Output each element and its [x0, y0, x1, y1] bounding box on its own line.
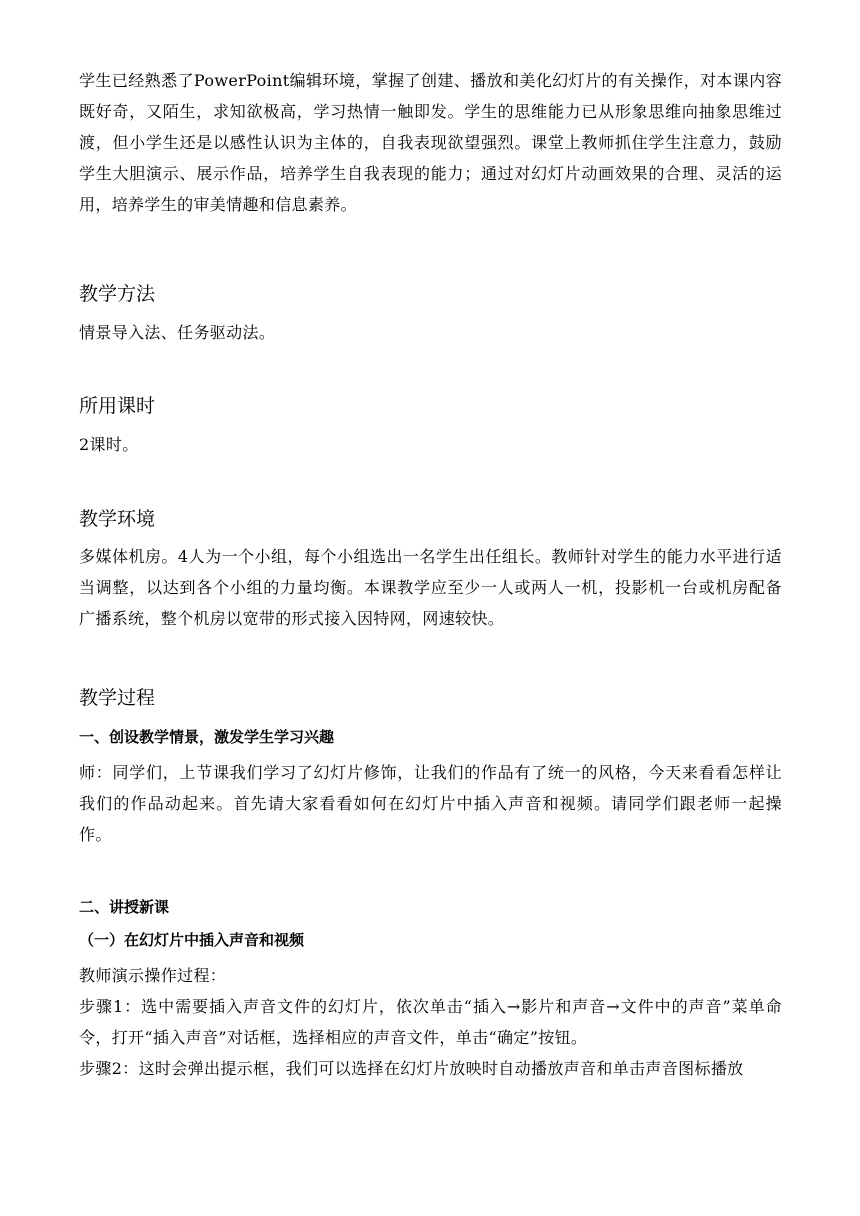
section-heading-method: 教学方法 [79, 283, 156, 305]
section-heading-hours: 所用课时 [79, 395, 156, 417]
method-text: 情景导入法、任务驱动法。 [79, 323, 276, 342]
hours-text: 2课时。 [79, 435, 139, 454]
section-heading-environment: 教学环境 [79, 508, 156, 530]
section-heading-process: 教学过程 [79, 687, 156, 709]
process-part2-title: 二、讲授新课 [79, 898, 170, 916]
step-2: 步骤2：这时会弹出提示框，我们可以选择在幻灯片放映时自动播放声音和单击声音图标播放 [79, 1059, 744, 1078]
environment-text: 多媒体机房。4人为一个小组，每个小组选出一名学生出任组长。教师针对学生的能力水平进行适当调整，以达到各个小组的力量均衡。本课教学应至少一人或两人一机，投影机一台或机房配备广播系统，整个机房以宽带的形式接入因特网，网速较快。 [79, 547, 782, 628]
process-part1-text: 师：同学们，上节课我们学习了幻灯片修饰，让我们的作品有了统一的风格，今天来看看怎样让我们的作品动起来。首先请大家看看如何在幻灯片中插入声音和视频。请同学们跟老师一起操作。 [79, 763, 782, 844]
process-part1-title: 一、创设教学情景，激发学生学习兴趣 [79, 728, 335, 746]
intro-paragraph: 学生已经熟悉了PowerPoint编辑环境，掌握了创建、播放和美化幻灯片的有关操作，对本课内容既好奇，又陌生，求知欲极高，学习热情一触即发。学生的思维能力已从形象思维向抽象思维过渡，但小学生还是以感性认识为主体的，自我表现欲望强烈。课堂上教师抓住学生注意力，鼓励学生大胆演示、展示作品，培养学生自我表现的能力；通过对幻灯片动画效果的合理、灵活的运用，培养学生的审美情趣和信息素养。 [79, 71, 782, 214]
step-1: 步骤1：选中需要插入声音文件的幻灯片，依次单击“插入→影片和声音→文件中的声音”菜单命令，打开“插入声音”对话框，选择相应的声音文件，单击“确定”按钮。 [79, 997, 782, 1047]
demo-intro: 教师演示操作过程： [79, 966, 227, 985]
process-part2-subtitle: （一）在幻灯片中插入声音和视频 [79, 931, 305, 949]
